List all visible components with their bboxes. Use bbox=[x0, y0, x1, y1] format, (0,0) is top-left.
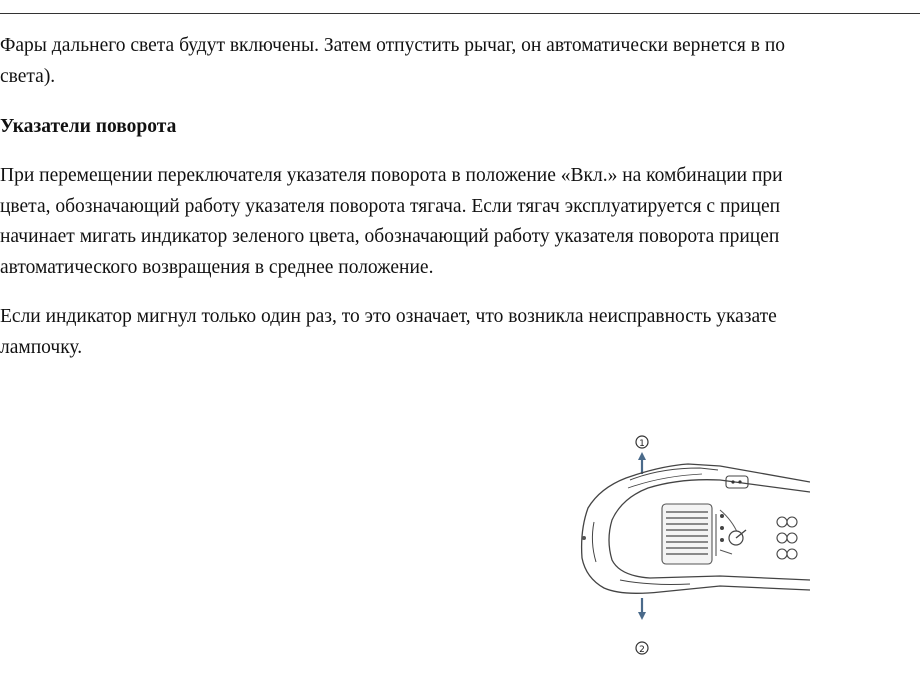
paragraph-3-line-1: Если индикатор мигнул только один раз, то это означает, что возникла неисправность указате bbox=[0, 306, 777, 327]
paragraph-2-line-1: При перемещении переключателя указателя поворота в положение «Вкл.» на комбинации при bbox=[0, 165, 783, 186]
paragraph-1-line-2: света). bbox=[0, 66, 56, 87]
header-rule bbox=[0, 13, 920, 14]
paragraph-2-line-4: автоматического возвращения в среднее положение. bbox=[0, 257, 434, 278]
down-arrow-icon bbox=[638, 598, 646, 620]
speed-selector-dial bbox=[716, 510, 746, 556]
section-heading: Указатели поворота bbox=[0, 116, 177, 137]
turn-signal-lever-figure bbox=[570, 430, 810, 660]
paragraph-2-line-3: начинает мигать индикатор зеленого цвета, обозначающий работу указателя поворота прицеп bbox=[0, 226, 780, 247]
paragraph-3-line-2: лампочку. bbox=[0, 337, 83, 358]
callout-1-label: 1 bbox=[639, 439, 645, 449]
lever-illustration bbox=[570, 430, 810, 660]
side-buttons bbox=[777, 517, 797, 559]
paragraph-1-line-1: Фары дальнего света будут включены. Затем отпустить рычаг, он автоматически вернется в по bbox=[0, 35, 786, 56]
callout-1-marker bbox=[636, 436, 648, 449]
callout-2-label: 2 bbox=[639, 645, 645, 655]
up-arrow-icon bbox=[638, 452, 646, 474]
ribbed-grip bbox=[662, 504, 712, 564]
callout-2-marker bbox=[636, 642, 648, 655]
paragraph-2-line-2: цвета, обозначающий работу указателя поворота тягача. Если тягач эксплуатируется с прицеп bbox=[0, 196, 781, 217]
